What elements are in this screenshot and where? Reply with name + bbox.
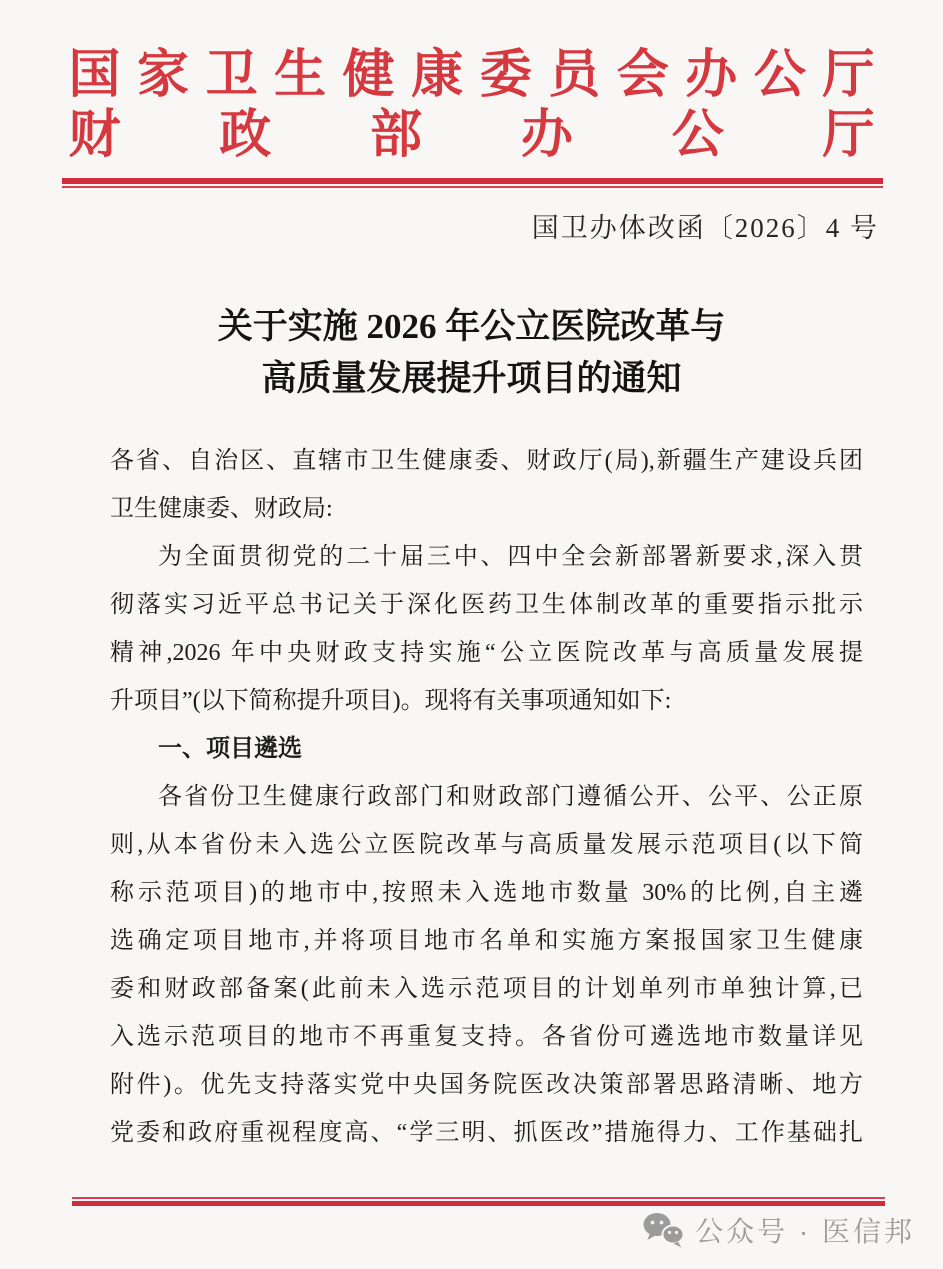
body-line: 入选示范项目的地市不再重复支持。各省份可遴选地市数量详见 [110,1024,863,1050]
wechat-watermark-label: 公众号 · 医信邦 [695,1216,915,1247]
rule-thin-line [62,186,883,188]
section-heading: 一、项目遴选 [158,736,302,762]
salutation-line: 卫生健康委、财政局: [110,496,333,522]
rule-thick-line [72,1201,885,1206]
body-line: 选确定项目地市,并将项目地市名单和实施方案报国家卫生健康 [110,928,863,954]
wechat-icon [643,1212,685,1248]
body-line: 附件)。优先支持落实党中央国务院医改决策部署思路清晰、地方 [110,1072,863,1098]
rule-thick-line [62,178,883,184]
document-title [0,301,943,405]
body-line: 委和财政部备案(此前未入选示范项目的计划单列市单独计算,已 [110,976,863,1002]
body-line: 为全面贯彻党的二十届三中、四中全会新部署新要求,深入贯 [158,544,863,570]
body-line: 党委和政府重视程度高、“学三明、抓医改”措施得力、工作基础扎 [110,1120,863,1146]
body-line: 升项目”(以下简称提升项目)。现将有关事项通知如下: [110,688,672,714]
rule-thin-line [72,1197,885,1199]
title-line1: 关于实施 2026 年公立医院改革与 [217,307,726,346]
body-line: 称示范项目)的地市中,按照未入选地市数量 30%的比例,自主遴 [110,880,863,906]
letterhead-line1: 国 家 卫 生 健 康 委 员 会 办 公 厅 [68,47,875,104]
page-bottom-rule [72,1197,885,1206]
body-line: 各省份卫生健康行政部门和财政部门遵循公开、公平、公正原 [158,784,863,810]
document-number: 国卫办体改函〔2026〕4 号 [531,213,879,243]
title-line2: 高质量发展提升项目的通知 [261,359,682,398]
body-line: 则,从本省份未入选公立医院改革与高质量发展示范项目(以下简 [110,832,863,858]
salutation-line: 各省、自治区、直辖市卫生健康委、财政厅(局),新疆生产建设兵团 [110,448,863,474]
body-line: 精神,2026 年中央财政支持实施“公立医院改革与高质量发展提 [110,640,863,666]
letterhead [0,0,943,245]
body-line: 彻落实习近平总书记关于深化医药卫生体制改革的重要指示批示 [110,592,863,618]
wechat-watermark [643,1210,915,1250]
document-body [110,437,863,1157]
letterhead-line2: 财 政 部 办 公 厅 [68,107,875,164]
letterhead-rule [62,178,883,188]
